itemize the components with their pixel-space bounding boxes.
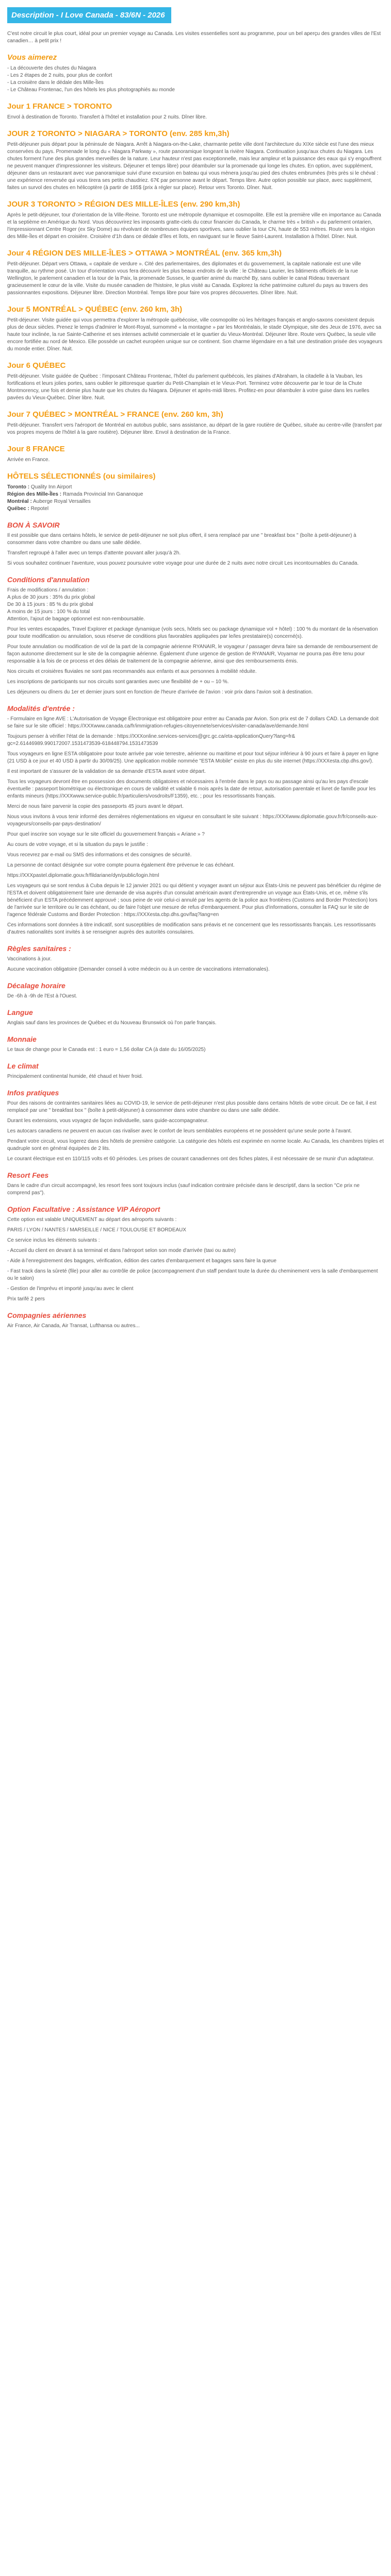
fees-list: [7, 587, 384, 623]
list-item: [7, 505, 384, 513]
list-item: Frais de modifications / annulation :: [7, 587, 89, 593]
section-text: PARIS / LYON / NANTES / MARSEILLE / NICE / TOULOUSE ET BORDEAUX: [7, 1227, 186, 1233]
section-text: Vous recevrez par e-mail ou SMS des informations et des consignes de sécurité.: [7, 852, 192, 858]
section-heading: Conditions d'annulation: [7, 575, 90, 584]
section-text: Si vous souhaitez continuer l'aventure, vous pouvez poursuivre votre voyage pour une durée de 2 nuits avec notre circuit Les incontournables du Canada.: [7, 561, 359, 566]
hotel-place: Montréal :: [7, 499, 32, 504]
day-text: Petit-déjeuner. Visite guidée qui vous permettra d'explorer la métropole québécoise, ville cosmopolite où les héritages français et anglo-saxons coexistent depuis plus de deux siècles. Prenez le temps d'admirer le Mont-Royal, surnommé « la montagne » par les Montréalais, le stade Olympique, site des Jeux de 1976, avec sa haute tour inclinée, la rue Sainte-Catherine et ses intenses activité commerciale et le quartier du Vieux-Montréal. Déjeuner libre. Route vers Québec, la seule ville encore fortifiée au nord de Mexico. Elle possède un cachet européen unique sur ce continent. Son charme légendaire en a fait une destination prisée des voyageurs du monde entier. Dîner. Nuit.: [7, 317, 383, 352]
section-text: Les voyageurs qui se sont rendus à Cuba depuis le 12 janvier 2021 ou qui détient y voyager avant un séjour aux États-Unis ne peuvent pas bénéficier du régime de l'ESTA et doivent obligatoirement faire une demande de visa auprès d'un consulat américain avant d'entreprendre un voyage aux États-Unis, et ce, même s'ils bénéficient d'un ESTA précédemment approuvé ; sous peine de voir celui-ci annulé par les agents de la police aux frontières (Customs and Border Protection) lors de l'arrivée sur le territoire ou le cas échéant, ou de faire l'objet une mesure de refus d'embarquement. Pour plus d'informations, consulter la FAQ sur le site de l'agence fédérale Customs and Border Protection : https://XXXesta.cbp.dhs.gov/faq?lang=en: [7, 883, 381, 918]
section-text: Merci de nous faire parvenir la copie des passeports 45 jours avant le départ.: [7, 804, 184, 809]
hotel-place: Région des Mille-Îles :: [7, 492, 62, 497]
page-title: Description - I Love Canada - 83/6N - 2026: [7, 7, 171, 23]
section-text: Air France, Air Canada, Air Transat, Lufthansa ou autres...: [7, 1323, 140, 1329]
section-text: Il est important de s'assurer de la validation de sa demande d'ESTA avant votre départ.: [7, 769, 206, 774]
section-text: Toujours penser à vérifier l'état de la demande : https://XXXonline.services-services@grc.gc.ca/eta-applicationQuery?lang=fr& gc=2.61446989.990172007.1531473539-618448794.1531473539: [7, 734, 296, 747]
highlights-list: [7, 65, 384, 94]
day-text: Arrivée en France.: [7, 457, 50, 463]
list-item: Attention, l'ajout de bagage optionnel est non-remboursable.: [7, 616, 145, 622]
section-heading: Compagnies aériennes: [7, 1311, 87, 1319]
day-heading: Jour 8 FRANCE: [7, 445, 65, 453]
hotel-name: Repotel: [30, 506, 49, 512]
section-heading: Option Facultative : Assistance VIP Aéroport: [7, 1205, 160, 1213]
section-heading: Resort Fees: [7, 1171, 49, 1179]
section-text: Principalement continental humide, été chaud et hiver froid.: [7, 1074, 143, 1079]
section-text: Pour toute annulation ou modification de vol de la part de la compagnie aérienne RYANAIR, le voyageur / passager devra faire sa demande de remboursement de façon autonome directement sur le site de la compagnie aérienne. Également d'une urgence de gestion de RYANAIR, Voyamar ne pourra pas être tenu pour responsable à la fois de ce process et des délais de traitement de la compagnie aérienne, ainsi que des remboursements émis.: [7, 644, 378, 664]
hotel-name: Auberge Royal Versailles: [33, 499, 91, 504]
day-text: Petit-déjeuner. Transfert vers l'aéroport de Montréal en autobus public, sans assistance, au départ de la gare routière de Québec, située au centre-ville (transfert par vos propres moyens de l'hôtel à la gare routière). Déjeuner libre. Envol à destination de la France.: [7, 422, 382, 435]
hotel-name: Quality Inn Airport: [30, 484, 72, 490]
section-text: - Aide à l'enregistrement des bagages, vérification, édition des cartes d'embarquement et bagages sans faire la queue: [7, 1258, 276, 1264]
section-text: Pour des raisons de contraintes sanitaires liées au COVID-19, le service de petit-déjeuner n'est plus possible dans certains hôtels de votre circuit. De ce fait, il est remplacé par une " breakfast box " (boîte à petit-déjeuner) à consommer dans votre chambre ou dans une salle dédiée.: [7, 1100, 377, 1113]
section-heading: Règles sanitaires :: [7, 944, 71, 953]
section-heading: Le climat: [7, 1062, 39, 1070]
day-heading: Jour 6 QUÉBEC: [7, 361, 66, 370]
day-heading: JOUR 2 TORONTO > NIAGARA > TORONTO (env. 285 km,3h): [7, 129, 230, 138]
section-text: https://XXXpastel.diplomatie.gouv.fr/fildariane/dyn/public/login.html: [7, 873, 159, 878]
day-heading: Jour 7 QUÉBEC > MONTRÉAL > FRANCE (env. 260 km, 3h): [7, 410, 223, 419]
section-text: Les déjeuners ou dîners du 1er et dernier jours sont en fonction de l'heure d'arrivée de l'avion : voir prix dans l'avion soit à destination.: [7, 689, 313, 695]
section-heading: Infos pratiques: [7, 1089, 59, 1097]
section-heading: Modalités d'entrée :: [7, 704, 75, 713]
section-text: Il est possible que dans certains hôtels, le service de petit-déjeuner ne soit plus offert, il sera remplacé par une " breakfast box " (boîte à petit-déjeuner) à consommer dans votre chambre ou dans une salle dédiée.: [7, 533, 356, 546]
section-text: Le taux de change pour le Canada est : 1 euro = 1,56 dollar CA (à date du 16/05/2025): [7, 1047, 206, 1053]
list-item: - La découverte des chutes du Niagara: [7, 65, 96, 71]
hotel-place: Québec :: [7, 506, 29, 512]
section-text: De -6h à -9h de l'Est à l'Ouest.: [7, 993, 77, 999]
day-text: Envol à destination de Toronto. Transfert à l'hôtel et installation pour 2 nuits. Dîner libre.: [7, 114, 207, 120]
section-text: Vaccinations à jour.: [7, 956, 52, 962]
day-text: Petit-déjeuner. Départ vers Ottawa, « capitale de verdure ». Cité des parlementaires, des diplomates et du gouvernement, la capitale nationale est une ville tranquille, au rythme posé. Un tour d'orientation vous fera découvrir les plus beaux endroits de la ville : le Château Laurier, les bâtiments officiels de la rue Wellington, le parlement canadien et la tour de la Paix, la promenade Sussex, le quartier animé du marché By, sans oublier le canal Rideau traversant gracieusement le cœur de la ville. Visite du musée canadien de l'histoire, le plus visité au Canada. Explorez la riche patrimoine culturel du pays au travers des passionnantes expositions. Déjeuner libre. Direction Montréal. Temps libre pour faire vos propres découvertes. Dîner libre. Nuit.: [7, 261, 368, 296]
section-text: - Fast track dans la sûreté (file) pour aller au contrôle de police (accompagnement d'un staff pendant toute la durée du cheminement vers la salle d'embarquement ou le salon): [7, 1268, 378, 1281]
section-text: Transfert regroupé à l'aller avec un temps d'attente pouvant aller jusqu'à 2h.: [7, 550, 181, 556]
day-text: Petit-déjeuner puis départ pour la péninsule de Niagara. Arrêt à Niagara-on-the-Lake, charmante petite ville dont l'architecture du XIXe siècle est l'une des mieux conservées du pays. Promenade le long du « Niagara Parkway », route panoramique longeant la rivière Niagara. Continuation jusqu'aux chutes du Niagara. Les chutes forment l'une des plus grandes merveilles de la nature. Leur hauteur n'est pas exceptionnelle, mais leur ampleur et la puissance des eaux qui s'y engouffrent ne peuvent manquer d'impressionner les visiteurs. Déjeuner et temps libre) pour déambuler sur la promenade qui longe les chutes. En option, avec supplément, déjeuner dans un restaurant avec vue panoramique suivi d'une excursion en bateau qui vous mènera jusqu'au pied des chutes embrumées (très près si le chéval : une expérience renversée qui vous tirera ses petits chaudriez. 67€ par personne avant le départ. Temps libre. Autre option possible sur place, avec supplément, faites un survol des chutes en hélicoptère (à partir de 185$ (prix à régler sur place). Retour vers Toronto. Dîner. Nuit.: [7, 142, 382, 191]
day-heading: Jour 4 RÉGION DES MILLE-ÎLES > OTTAWA > MONTRÉAL (env. 365 km,3h): [7, 249, 282, 258]
section-text: Anglais sauf dans les provinces de Québec et du Nouveau Brunswick où l'on parle français.: [7, 1020, 217, 1026]
section-heading: BON À SAVOIR: [7, 521, 60, 529]
list-item: - La croisière dans le dédale des Mille-Îles: [7, 80, 104, 86]
section-text: Nos circuits et croisières fluviales ne sont pas recommandés aux enfants et aux personnes à mobilité réduite.: [7, 669, 257, 674]
section-heading: Monnaie: [7, 1035, 37, 1043]
list-item: De 30 à 15 jours : 85 % du prix global: [7, 602, 93, 607]
intro-text: C'est notre circuit le plus court, idéal pour un premier voyage au Canada. Les visites essentielles sont au programme, pour un bel aperçu des grandes villes de l'Est canadien… à petit prix !: [7, 31, 381, 44]
section-text: Les autocars canadiens ne peuvent en aucun cas rivaliser avec le confort de leurs semblables européens et ne possèdent qu'une seule porte à l'avant.: [7, 1128, 352, 1134]
section-text: Ces informations sont données à titre indicatif, sont susceptibles de modification sans préavis et ne concernent que les ressortissants français. Les ressortissants d'autres nationalités sont invités à se renseigner auprès des autorités consulaires.: [7, 922, 376, 935]
section-text: Pour les ventes escapades, Travel Explorer et package dynamique (vols secs, hôtels sec ou package dynamique vol + hôtel) : 100 % du montant de la réservation pour toute modification ou annulation, sous réserve de conditions plus favorables appliquées par le/les prestataire(s) concerné(s).: [7, 626, 378, 639]
section-text: Prix tarifé 2 pers: [7, 1296, 45, 1302]
section-heading: Décalage horaire: [7, 981, 66, 990]
section-text: - Gestion de l'imprévu et importé jusqu'au avec le client: [7, 1286, 134, 1292]
hotels-list: [7, 484, 384, 513]
day-text: Petit-déjeuner. Visite guidée de Québec : l'imposant Château Frontenac, l'hôtel du parlement québécois, les plaines d'Abraham, la citadelle à la Vauban, les fortifications et leurs jolies portes, sans oublier le pittoresque quartier du Petit-Champlain et le Vieux-Port. Terminez votre découverte par le tour de la Chute Montmorency, une fois et demie plus haute que les chutes du Niagara. Déjeuner et après-midi libres. Profitez-en pour déambuler à votre guise dans les ruelles pavées du Vieux-Québec. Dîner libre. Nuit.: [7, 374, 369, 401]
section-text: Aucune vaccination obligatoire (Demander conseil à votre médecin ou à un centre de vaccinations internationales).: [7, 967, 270, 972]
list-item: [7, 498, 384, 505]
list-item: - Les 2 étapes de 2 nuits, pour plus de confort: [7, 73, 112, 78]
section-text: Durant les extensions, vous voyagez de façon individuelle, sans guide-accompagnateur.: [7, 1118, 209, 1124]
hotels-heading: HÔTELS SÉLECTIONNÉS (ou similaires): [7, 472, 156, 481]
section-text: Dans le cadre d'un circuit accompagné, les resort fees sont toujours inclus (sauf indication contraire précisée dans le descriptif, dans la section "Ce prix ne comprend pas").: [7, 1183, 360, 1196]
section-text: Les inscriptions de participants sur nos circuits sont garanties avec une flexibilité de + ou – 10 %.: [7, 679, 229, 685]
section-text: La personne de contact désignée sur votre compte pourra également être prévenue le cas échéant.: [7, 862, 235, 868]
day-heading: Jour 5 MONTRÉAL > QUÉBEC (env. 260 km, 3h): [7, 305, 183, 314]
section-text: - Accueil du client en devant à sa terminal et dans l'aéroport selon son mode d'arrivée (taxi ou autre): [7, 1248, 236, 1253]
day-text: Après le petit-déjeuner, tour d'orientation de la Ville-Reine. Toronto est une métropole dynamique et cosmopolite. Elle est la première ville en importance au Canada et la septième en Amérique du Nord. Vous découvrirez les imposants gratte-ciels du cœur financier du Canada, le charme très « british » du parlement ontarien, l'impressionnant Centre Roger (ex Sky Dome) au révolvant de nombreuses équipes sportives, sans oublier la tour CN, haute de 553 mètres. Route vers la région des Mille-Îles et départ en croisière. Croisière d'1h dans ce dédale d'îles et îlots, en naviguant sur le fleuve Saint-Laurent. Installation à l'hôtel. Dîner. Nuit.: [7, 212, 381, 240]
list-item: [7, 484, 384, 491]
section-text: Tous les voyageurs devront être en possession des documents obligatoires et nécessaires à l'entrée dans le pays ou au passage ainsi qu'au les pays d'escale éventuelle : passeport biométrique ou électronique en cours de validité et valable 6 mois après la date de retour, autorisation parentale et livret de famille pour les enfants mineurs (https://XXXwww.service-public.fr/particuliers/vosdroits/F1359), etc. ; pour les ressortissants français.: [7, 779, 376, 799]
highlights-heading: Vous aimerez: [7, 53, 57, 62]
day-heading: JOUR 3 TORONTO > RÉGION DES MILLE-ÎLES (env. 290 km,3h): [7, 200, 240, 209]
list-item: - Le Château Frontenac, l'un des hôtels les plus photographiés au monde: [7, 87, 175, 93]
section-text: Ce service inclus les éléments suivants :: [7, 1238, 100, 1243]
day-heading: Jour 1 FRANCE > TORONTO: [7, 102, 112, 111]
list-item: A plus de 30 jours : 35% du prix global: [7, 595, 95, 600]
section-text: - Formulaire en ligne AVE : L'Autorisation de Voyage Électronique est obligatoire pour entrer au Canada par Avion. Son prix est de 7 dollars CAD. La demande doit se faire sur le site officiel : https://XXXwww.canada.ca/fr/immigration-refugies-citoyennete/services/visiter-canada/ave/demande.html: [7, 716, 379, 729]
section-text: Pendant votre circuit, vous logerez dans des hôtels de première catégorie. La catégorie des hôtels est exprimée en norme locale. Au Canada, les chambres triples et quadruple sont en général équipées de 2 lits.: [7, 1139, 384, 1151]
section-heading: Langue: [7, 1008, 33, 1016]
section-text: Au cours de votre voyage, et si la situation du pays le justifie :: [7, 842, 148, 848]
section-text: Cette option est valable UNIQUEMENT au départ des aéroports suivants :: [7, 1217, 177, 1223]
list-item: A moins de 15 jours : 100 % du total: [7, 609, 90, 615]
section-text: Pour quel inscrire son voyage sur le site officiel du gouvernement français « Ariane » ?: [7, 832, 205, 837]
list-item: [7, 491, 384, 498]
section-text: Le courant électrique est en 110/115 volts et 60 périodes. Les prises de courant canadiennes ont des fiches plates, il est nécessaire de se munir d'un adaptateur.: [7, 1156, 374, 1162]
hotel-place: Toronto :: [7, 484, 30, 490]
section-text: Nous vous invitons à vous tenir informé des dernières réglementations en vigueur en consultant le site suivant : https://XXXwww.diplomatie.gouv.fr/fr/conseils-aux-voyageurs/conseils-par-pays-destination/: [7, 814, 378, 827]
hotel-name: Ramada Provincial Inn Gananoque: [62, 492, 143, 497]
section-text: Tous voyageurs en ligne ESTA obligatoire pour toute arrivée par voie terrestre, aérienne ou maritime et pour tout séjour inférieur à 90 jours et faire à payer en ligne (21 USD à ce jour et 40 USD à partir du 30/09/25). Une application mobile nommée "ESTA Mobile" existe en plus du site internet (https://XXXesta.cbp.dhs.gov/).: [7, 751, 379, 764]
